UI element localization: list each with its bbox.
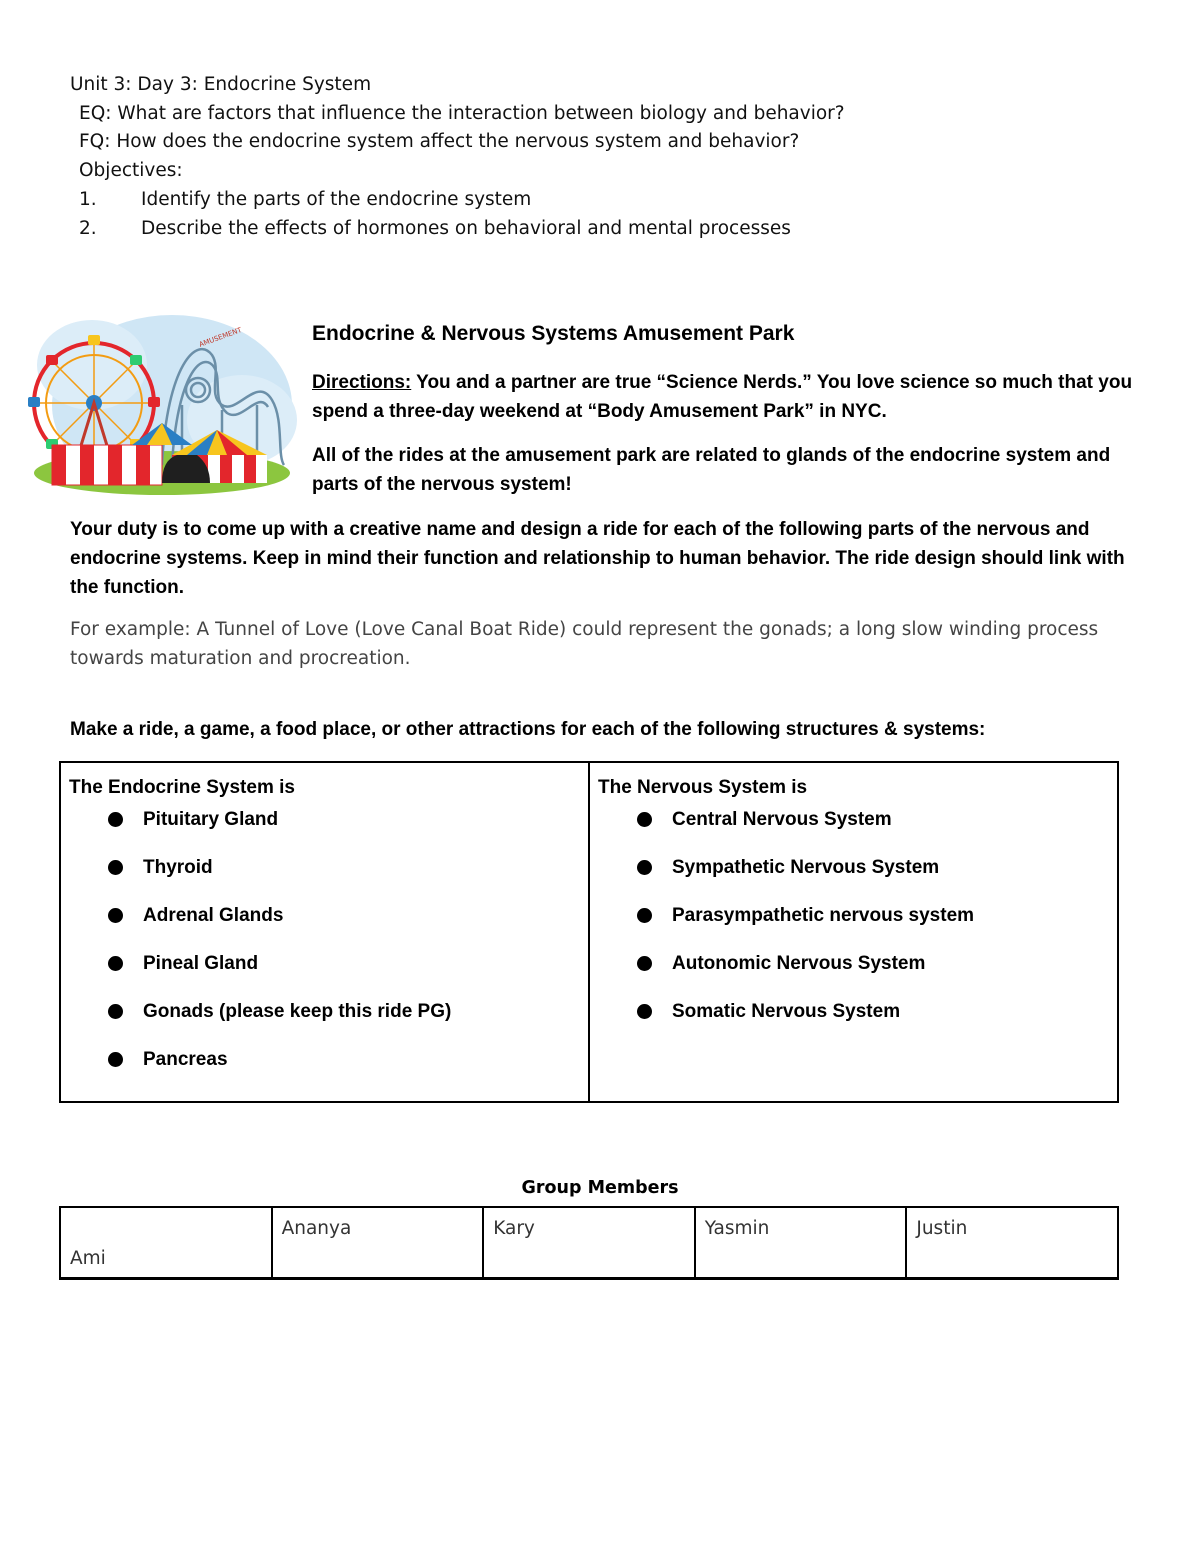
table-row <box>60 1207 1118 1279</box>
endocrine-column <box>61 763 588 1101</box>
rides-paragraph: All of the rides at the amusement park are related to glands of the endocrine system and parts of the nervous system! <box>312 445 1111 495</box>
list-item-label: Central Nervous System <box>672 809 892 830</box>
bullet-icon <box>637 812 652 827</box>
objective-text: Identify the parts of the endocrine system <box>141 188 532 210</box>
list-item-label: Gonads (please keep this ride PG) <box>143 1001 452 1022</box>
list-item-label: Autonomic Nervous System <box>672 953 926 974</box>
directions-text: You and a partner are true “Science Nerds.” You love science so much that you spend a three-day weekend at “Body Amusement Park” in NYC. <box>312 372 1133 422</box>
nervous-column <box>588 763 1117 1101</box>
activity-title: Endocrine & Nervous Systems Amusement Park <box>312 322 795 345</box>
lesson-header <box>70 71 845 243</box>
endocrine-heading: The Endocrine System is <box>69 777 295 798</box>
bullet-icon <box>108 812 123 827</box>
list-item-label: Somatic Nervous System <box>672 1001 901 1022</box>
objective-item <box>70 186 845 215</box>
systems-table <box>59 761 1119 1103</box>
nervous-heading: The Nervous System is <box>598 777 808 798</box>
bullet-icon <box>108 908 123 923</box>
directions-label: Directions: <box>312 372 412 393</box>
bullet-icon <box>108 860 123 875</box>
bullet-icon <box>637 1004 652 1019</box>
bullet-icon <box>637 908 652 923</box>
list-item <box>598 901 1117 949</box>
amusement-park-illustration <box>22 305 297 500</box>
example-paragraph: For example: A Tunnel of Love (Love Canal Boat Ride) could represent the gonads; a long slow winding process towards maturation and procreation. <box>70 619 1099 669</box>
member-cell[interactable]: Ananya <box>272 1207 484 1279</box>
nervous-list <box>598 805 1117 1045</box>
coaster-sign: AMUSEMENT <box>197 326 243 349</box>
list-item <box>69 997 588 1045</box>
objective-number: 2. <box>79 217 97 239</box>
list-item <box>598 805 1117 853</box>
group-members-title: Group Members <box>521 1178 679 1198</box>
list-item-label: Sympathetic Nervous System <box>672 857 940 878</box>
list-item-label: Thyroid <box>143 857 213 878</box>
list-item <box>69 949 588 997</box>
list-item <box>598 949 1117 997</box>
bullet-icon <box>108 956 123 971</box>
list-item <box>598 997 1117 1045</box>
objective-item <box>70 215 845 244</box>
member-cell[interactable]: Kary <box>483 1207 695 1279</box>
unit-line: Unit 3: Day 3: Endocrine System <box>70 74 372 95</box>
bullet-icon <box>637 956 652 971</box>
list-item-label: Pituitary Gland <box>143 809 279 830</box>
group-members-table <box>59 1206 1119 1280</box>
objective-number: 1. <box>79 188 97 210</box>
list-item-label: Pineal Gland <box>143 953 259 974</box>
essential-question: EQ: What are factors that influence the interaction between biology and behavior? <box>79 102 845 124</box>
bullet-icon <box>108 1052 123 1067</box>
bullet-icon <box>637 860 652 875</box>
instructions-heading: Make a ride, a game, a food place, or other attractions for each of the following structures & systems: <box>70 719 986 740</box>
list-item-label: Parasympathetic nervous system <box>672 905 975 926</box>
list-item-label: Adrenal Glands <box>143 905 284 926</box>
duty-paragraph: Your duty is to come up with a creative name and design a ride for each of the following parts of the nervous and endocrine systems. Keep in mind their function and relationship to human behavior. The ride design should link with the function. <box>70 519 1125 598</box>
member-cell[interactable]: Justin <box>906 1207 1118 1279</box>
endocrine-list <box>69 805 588 1093</box>
list-item <box>69 901 588 949</box>
list-item <box>598 853 1117 901</box>
list-item <box>69 853 588 901</box>
focus-question: FQ: How does the endocrine system affect the nervous system and behavior? <box>79 131 800 153</box>
list-item <box>69 1045 588 1093</box>
objectives-label: Objectives: <box>79 160 183 182</box>
objective-text: Describe the effects of hormones on behavioral and mental processes <box>141 217 791 239</box>
bullet-icon <box>108 1004 123 1019</box>
directions-paragraph <box>312 369 1142 426</box>
member-cell[interactable]: Ami <box>60 1207 272 1279</box>
directions-block <box>312 369 1142 515</box>
list-item <box>69 805 588 853</box>
member-cell[interactable]: Yasmin <box>695 1207 907 1279</box>
list-item-label: Pancreas <box>143 1049 228 1070</box>
